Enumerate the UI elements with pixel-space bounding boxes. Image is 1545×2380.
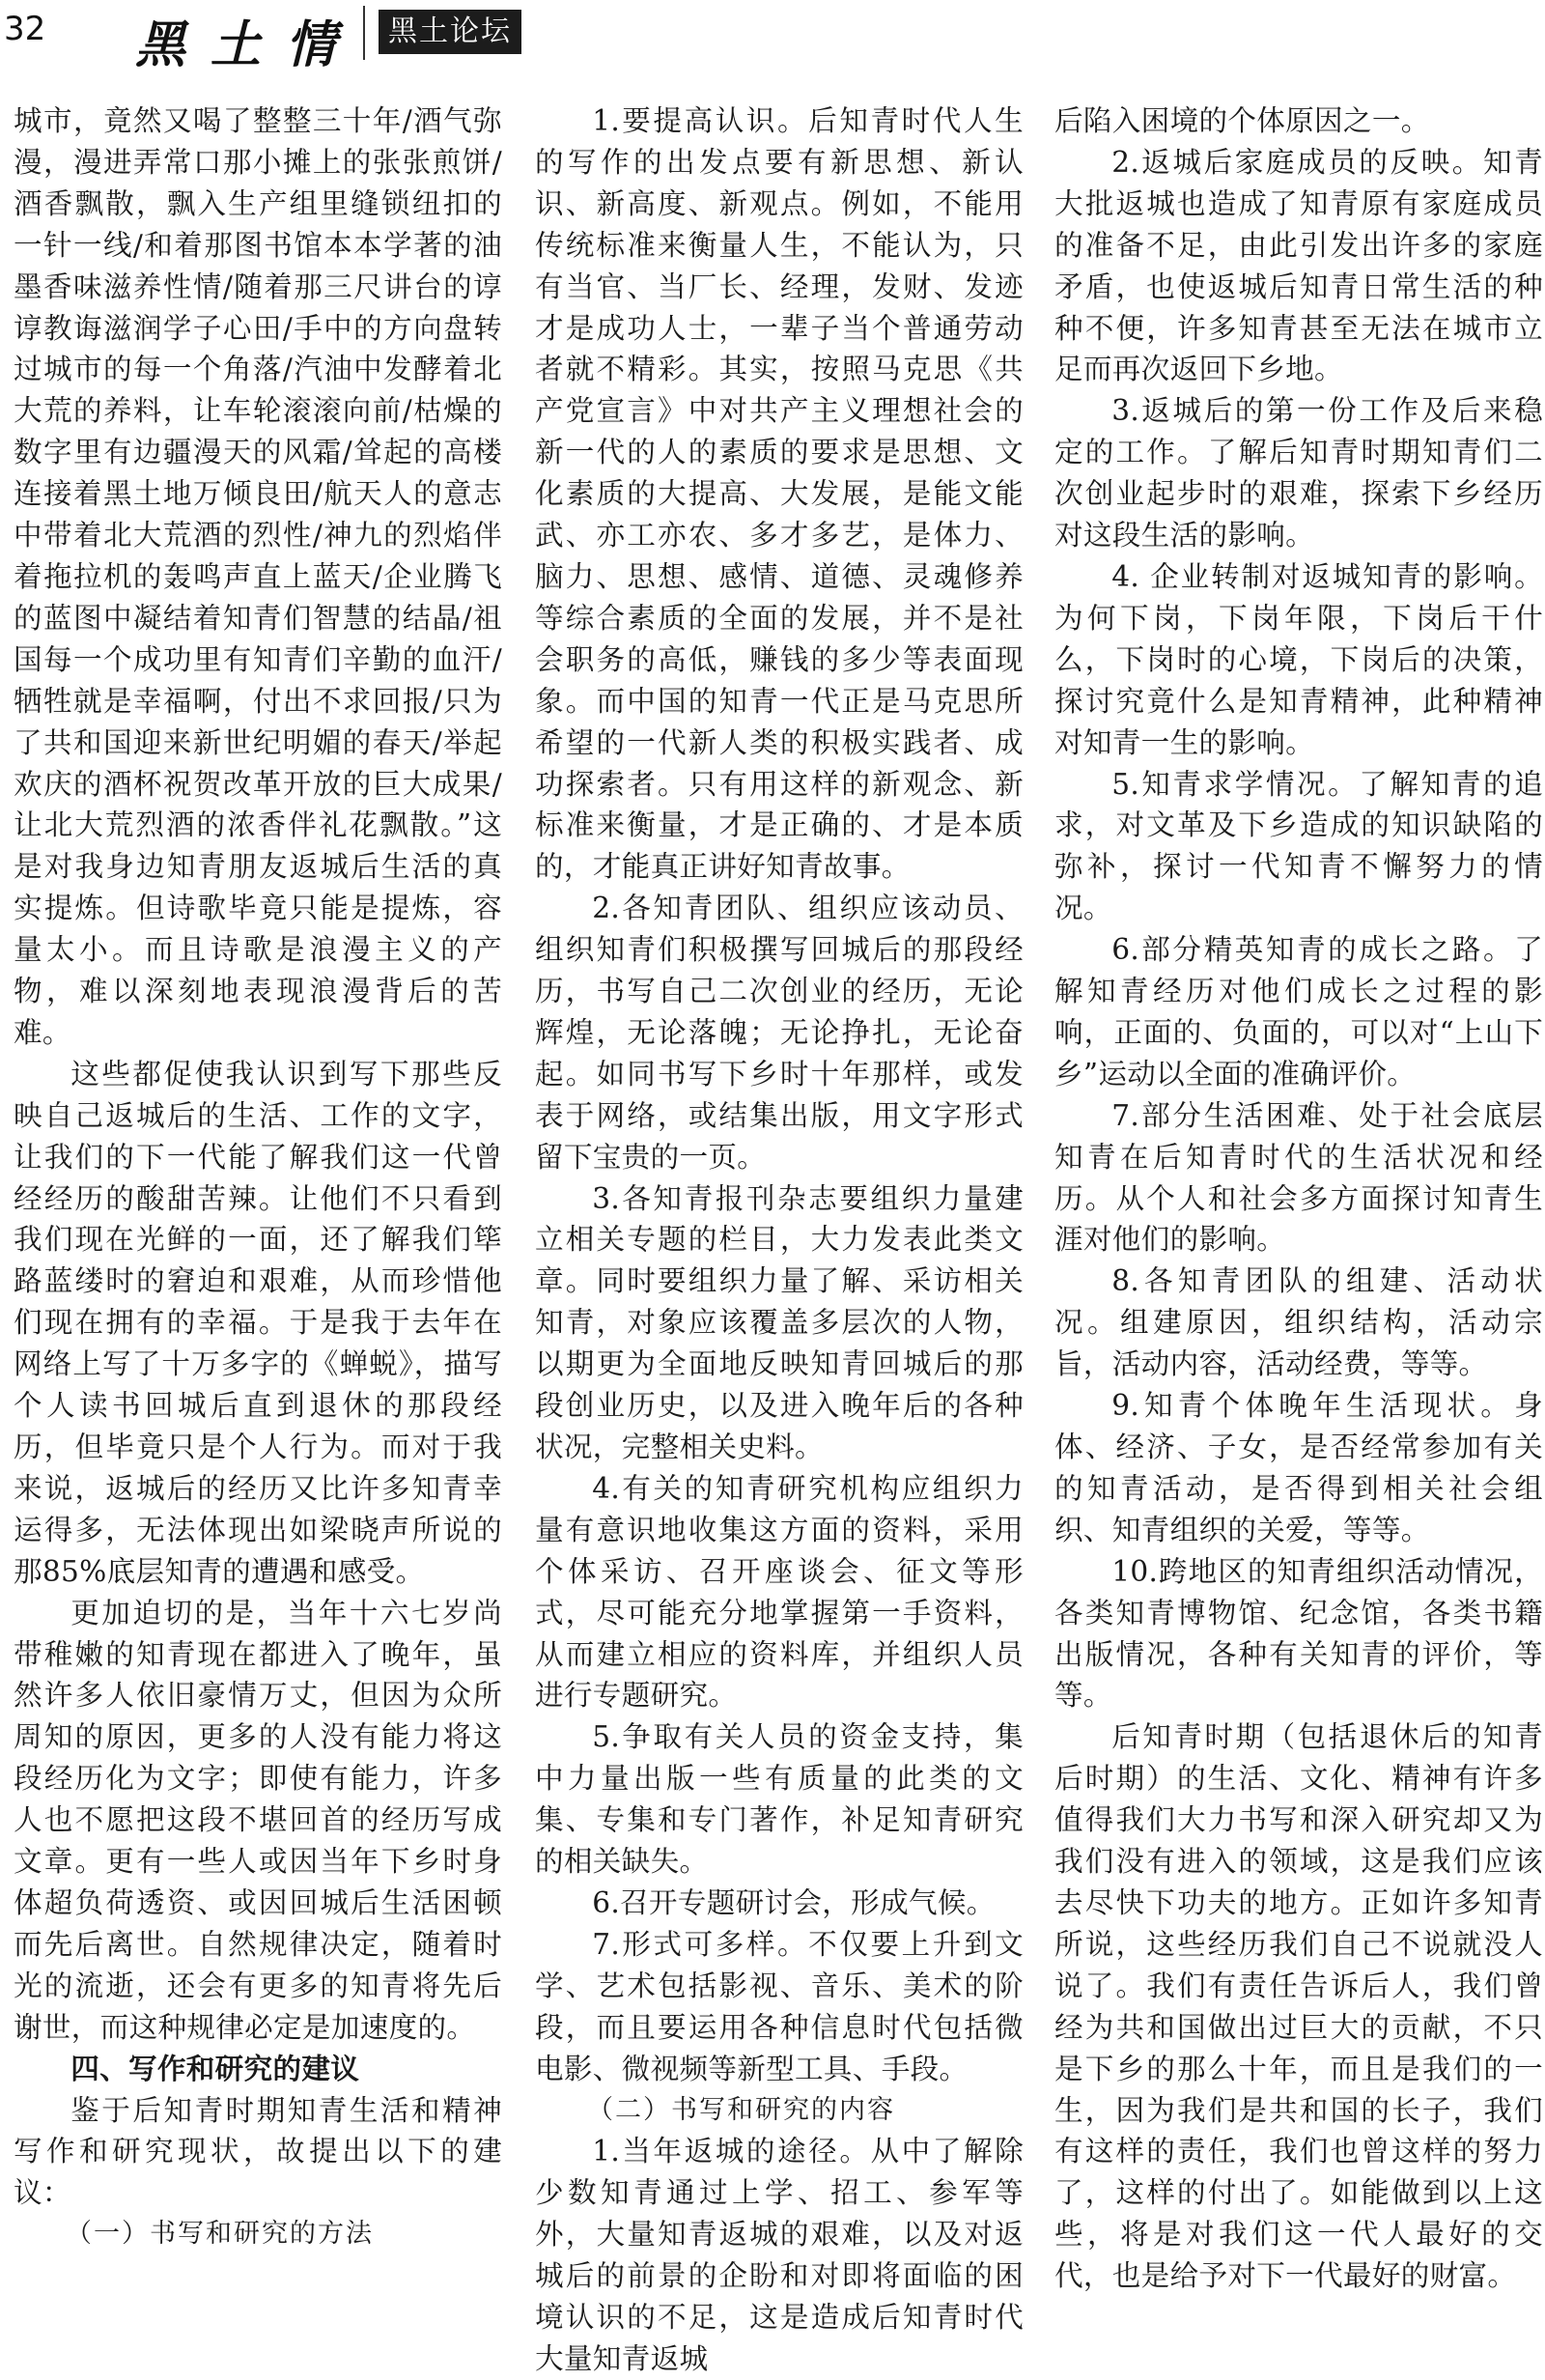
masthead-logo: 黑土情 bbox=[135, 15, 362, 74]
paragraph: 1.当年返城的途径。从中了解除少数知青通过上学、招工、参军等外，大量知青返城的艰难，以及对返城后的前景的企盼和对即将面临的困境认识的不足，这是造成后知青时代大量知青返城 bbox=[535, 2135, 1024, 2375]
paragraph: 这些都促使我认识到写下那些反映自己返城后的生活、工作的文字，让我们的下一代能了解我们这一代曾经经历的酸甜苦辣。让他们不只看到我们现在光鲜的一面，还了解我们筚路蓝缕时的窘迫和艰难，从而珍惜他们现在拥有的幸福。于是我于去年在网络上写了十万多字的《蝉蜕》，描写个人读书回城后直到退休的那段经历，但毕竟只是个人行为。而对于我来说，返城后的经历又比许多知青幸运得多，无法体现出如梁晓声所说的那85%底层知青的遭遇和感受。 bbox=[14, 1057, 502, 1588]
paragraph: 2.各知青团队、组织应该动员、组织知青们积极撰写回城后的那段经历，书写自己二次创业的经历，无论辉煌，无论落魄；无论挣扎，无论奋起。如同书写下乡时十年那样，或发表于网络，或结集出版，用文字形式留下宝贵的一页。 bbox=[535, 892, 1024, 1174]
paragraph: 7.部分生活困难、处于社会底层知青在后知青时代的生活状况和经历。从个人和社会多方面探讨知青生涯对他们的影响。 bbox=[1054, 1098, 1543, 1257]
paragraph: 更加迫切的是，当年十六七岁尚带稚嫩的知青现在都进入了晚年，虽然许多人依旧豪情万丈，但因为众所周知的原因，更多的人没有能力将这段经历化为文字；即使有能力，许多人也不愿把这段不堪回首的经历写成文章。更有一些人或因当年下乡时身体超负荷透资、或因回城后生活困顿而先后离世。自然规律决定，随着时光的流逝，还会有更多的知青将先后谢世，而这种规律必定是加速度的。 bbox=[14, 1596, 502, 2044]
article-body bbox=[14, 100, 1543, 2375]
paragraph: 9.知青个体晚年生活现状。身体、经济、子女，是否经常参加有关的知青活动，是否得到相关社会组织、知青组织的关爱，等等。 bbox=[1054, 1389, 1543, 1546]
subsection-heading: （一）书写和研究的方法 bbox=[66, 2219, 374, 2250]
paragraph: 5.争取有关人员的资金支持，集中力量出版一些有质量的此类的文集、专集和专门著作，补足知青研究的相关缺失。 bbox=[535, 1720, 1024, 1879]
paragraph: 8.各知青团队的组建、活动状况。组建原因，组织结构，活动宗旨，活动内容，活动经费，等等。 bbox=[1054, 1264, 1543, 1381]
paragraph: 后陷入困境的个体原因之一。 bbox=[1054, 104, 1430, 137]
page-number: 32 bbox=[4, 10, 46, 48]
paragraph: 10.跨地区的知青组织活动情况，各类知青博物馆、纪念馆，各类书籍出版情况，各种有关知青的评价，等等。 bbox=[1054, 1554, 1543, 1713]
column-1 bbox=[14, 100, 502, 2250]
paragraph: 6.召开专题研讨会，形成气候。 bbox=[592, 1885, 996, 1919]
paragraph: 4. 企业转制对返城知青的影响。为何下岗，下岗年限，下岗后干什么，下岗时的心境，下岗后的决策，探讨究竟什么是知青精神，此种精神对知青一生的影响。 bbox=[1054, 559, 1543, 759]
paragraph: 1.要提高认识。后知青时代人生的写作的出发点要有新思想、新认识、新高度、新观点。例如，不能用传统标准来衡量人生，不能认为，只有当官、当厂长、经理，发财、发迹才是成功人士，一辈子当个普通劳动者就不精彩。其实，按照马克思《共产党宣言》中对共产主义理想社会的新一代的人的素质的要求是思想、文化素质的大提高、大发展，是能文能武、亦工亦农、多才多艺，是体力、脑力、思想、感情、道德、灵魂修养等综合素质的全面的发展，并不是社会职务的高低，赚钱的多少等表面现象。而中国的知青一代正是马克思所希望的一代新人类的积极实践者、成功探索者。只有用这样的新观念、新标准来衡量，才是正确的、才是本质的，才能真正讲好知青故事。 bbox=[535, 104, 1024, 884]
paragraph: 3.返城后的第一份工作及后来稳定的工作。了解后知青时期知青们二次创业起步时的艰难，探索下乡经历对这段生活的影响。 bbox=[1054, 394, 1543, 552]
column-2 bbox=[535, 100, 1024, 2375]
paragraph: 7.形式可多样。不仅要上升到文学、艺术包括影视、音乐、美术的阶段，而且要运用各种信息时代包括微电影、微视频等新型工具、手段。 bbox=[535, 1927, 1024, 2085]
paragraph: 鉴于后知青时期知青生活和精神写作和研究现状，故提出以下的建议： bbox=[14, 2093, 502, 2210]
paragraph: 3.各知青报刊杂志要组织力量建立相关专题的栏目，大力发表此类文章。同时要组织力量了解、采访相关知青，对象应该覆盖多层次的人物，以期更为全面地反映知青回城后的那段创业历史，以及进入晚年后的各种状况，完整相关史料。 bbox=[535, 1181, 1024, 1463]
page-header bbox=[0, 0, 1545, 74]
paragraph: 4.有关的知青研究机构应组织力量有意识地收集这方面的资料，采用个体采访、召开座谈会、征文等形式，尽可能充分地掌握第一手资料，从而建立相应的资料库，并组织人员进行专题研究。 bbox=[535, 1471, 1024, 1713]
header-divider bbox=[363, 6, 365, 60]
section-heading: 四、写作和研究的建议 bbox=[70, 2051, 360, 2085]
column-3 bbox=[1054, 100, 1543, 2293]
paragraph: 后知青时期（包括退休后的知青后时期）的生活、文化、精神有许多值得我们大力书写和深入研究却又为我们没有进入的领域，这是我们应该去尽快下功夫的地方。正如许多知青所说，这些经历我们自己不说就没人说了。我们有责任告诉后人，我们曾经为共和国做出过巨大的贡献，不只是下乡的那么十年，而且是我们的一生，因为我们是共和国的长子，我们有这样的责任，我们也曾这样的努力了，这样的付出了。如能做到以上这些，将是对我们这一代人最好的交代，也是给予对下一代最好的财富。 bbox=[1054, 1720, 1543, 2293]
paragraph: 5.知青求学情况。了解知青的追求，对文革及下乡造成的知识缺陷的弥补，探讨一代知青不懈努力的情况。 bbox=[1054, 767, 1543, 925]
paragraph: 城市，竟然又喝了整整三十年/酒气弥漫，漫进弄常口那小摊上的张张煎饼/酒香飘散，飘入生产组里缝锁纽扣的一针一线/和着那图书馆本本学著的油墨香味滋养性情/随着那三尺讲台的谆谆教诲滋润学子心田/手中的方向盘转过城市的每一个角落/汽油中发酵着北大荒的养料，让车轮滚滚向前/枯燥的数字里有边疆漫天的风霜/耸起的高楼连接着黑土地万倾良田/航天人的意志中带着北大荒酒的烈性/神九的烈焰伴着拖拉机的轰鸣声直上蓝天/企业腾飞的蓝图中凝结着知青们智慧的结晶/祖国每一个成功里有知青们辛勤的血汗/牺牲就是幸福啊，付出不求回报/只为了共和国迎来新世纪明媚的春天/举起欢庆的酒杯祝贺改革开放的巨大成果/让北大荒烈酒的浓香伴礼花飘散。”这是对我身边知青朋友返城后生活的真实提炼。但诗歌毕竟只能是提炼，容量太小。而且诗歌是浪漫主义的产物，难以深刻地表现浪漫背后的苦难。 bbox=[14, 104, 502, 1049]
section-badge: 黑土论坛 bbox=[379, 10, 521, 54]
paragraph: 2.返城后家庭成员的反映。知青大批返城也造成了知青原有家庭成员的准备不足，由此引发出许多的家庭矛盾，也使返城后知青日常生活的种种不便，许多知青甚至无法在城市立足而再次返回下乡地。 bbox=[1054, 145, 1543, 386]
subsection-heading: （二）书写和研究的内容 bbox=[587, 2094, 895, 2125]
paragraph: 6.部分精英知青的成长之路。了解知青经历对他们成长之过程的影响，正面的、负面的，可以对“上山下乡”运动以全面的准确评价。 bbox=[1054, 933, 1543, 1091]
